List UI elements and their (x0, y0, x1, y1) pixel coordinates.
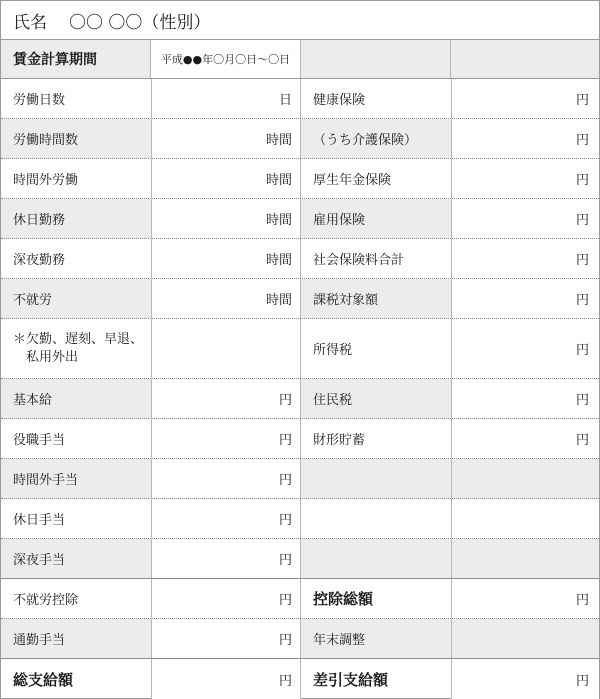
deduction-label: 住民税 (313, 393, 353, 408)
net-pay-value: 円 (451, 659, 599, 699)
deduction-label: 所得税 (313, 343, 353, 358)
empty-cell (451, 619, 599, 658)
table-row (1, 539, 599, 579)
table-row (1, 159, 599, 199)
table-row (1, 499, 599, 539)
row-label: 通勤手当 (13, 633, 66, 648)
deduction-label (301, 459, 451, 498)
employee-header (1, 1, 599, 40)
name-value: 〇〇 〇〇（性別） (69, 12, 211, 33)
totals-row (1, 659, 599, 699)
deduction-label: 雇用保険 (313, 213, 366, 228)
pay-period-label: 賃金計算期間 (1, 40, 151, 78)
table-row (1, 79, 599, 119)
absence-note-label: ＊欠勤、遅刻、早退、 私用外出 (13, 331, 144, 365)
period-blank-cell (451, 40, 599, 78)
row-value: 時間 (151, 119, 301, 158)
deduction-label (301, 499, 451, 538)
table-row (1, 279, 599, 319)
row-value: 円 (151, 459, 301, 498)
row-label: 役職手当 (13, 433, 66, 448)
row-value: 円 (151, 379, 301, 418)
row-label: 休日手当 (13, 513, 66, 528)
deduction-value: 円 (451, 159, 599, 198)
total-deduction-value: 円 (451, 579, 599, 618)
deduction-value: 円 (451, 379, 599, 418)
table-row (1, 579, 599, 619)
deduction-label: 健康保険 (313, 93, 366, 108)
total-deduction-label: 控除総額 (313, 590, 374, 608)
row-label: 不就労 (13, 293, 53, 308)
table-row (1, 199, 599, 239)
pay-period-value: 平成●●年〇月〇日〜〇日 (151, 40, 301, 78)
period-blank-cell (301, 40, 451, 78)
row-value (151, 319, 301, 378)
deduction-label: 財形貯蓄 (313, 433, 366, 448)
row-value: 円 (151, 579, 301, 618)
row-value: 円 (151, 419, 301, 458)
row-value: 円 (151, 539, 301, 578)
deduction-label: 厚生年金保険 (313, 173, 392, 188)
row-label: 時間外手当 (13, 473, 79, 488)
row-value: 日 (151, 79, 301, 118)
row-label: 労働時間数 (13, 133, 79, 148)
deduction-value: 円 (451, 279, 599, 318)
empty-cell (451, 499, 599, 538)
row-label: 休日勤務 (13, 213, 66, 228)
table-row (1, 239, 599, 279)
table-row (1, 419, 599, 459)
gross-pay-label: 総支給額 (13, 670, 74, 689)
row-value: 時間 (151, 159, 301, 198)
row-value: 時間 (151, 239, 301, 278)
deduction-value: 円 (451, 319, 599, 378)
table-row (1, 319, 599, 379)
table-row (1, 459, 599, 499)
row-label: 不就労控除 (13, 593, 79, 608)
row-value: 円 (151, 619, 301, 658)
net-pay-label: 差引支給額 (313, 670, 389, 689)
row-label: 労働日数 (13, 93, 66, 108)
deduction-label (301, 539, 451, 578)
empty-cell (451, 459, 599, 498)
deduction-value: 円 (451, 239, 599, 278)
row-label: 深夜勤務 (13, 253, 66, 268)
pay-period-row (1, 40, 599, 79)
row-label: 深夜手当 (13, 553, 66, 568)
row-label: 基本給 (13, 393, 53, 408)
deduction-value: 円 (451, 79, 599, 118)
gross-pay-value: 円 (151, 659, 301, 699)
table-row (1, 119, 599, 159)
deduction-label: 課税対象額 (313, 293, 379, 308)
deduction-label: （うち介護保険） (313, 133, 418, 148)
row-value: 時間 (151, 199, 301, 238)
row-value: 円 (151, 499, 301, 538)
deduction-value: 円 (451, 199, 599, 238)
deduction-label: 年末調整 (313, 633, 366, 648)
deduction-value: 円 (451, 119, 599, 158)
deduction-value: 円 (451, 419, 599, 458)
deduction-label: 社会保険料合計 (313, 253, 405, 268)
row-value: 時間 (151, 279, 301, 318)
name-label: 氏名 (13, 12, 47, 33)
table-row (1, 619, 599, 659)
empty-cell (451, 539, 599, 578)
row-label: 時間外労働 (13, 173, 79, 188)
table-row (1, 379, 599, 419)
